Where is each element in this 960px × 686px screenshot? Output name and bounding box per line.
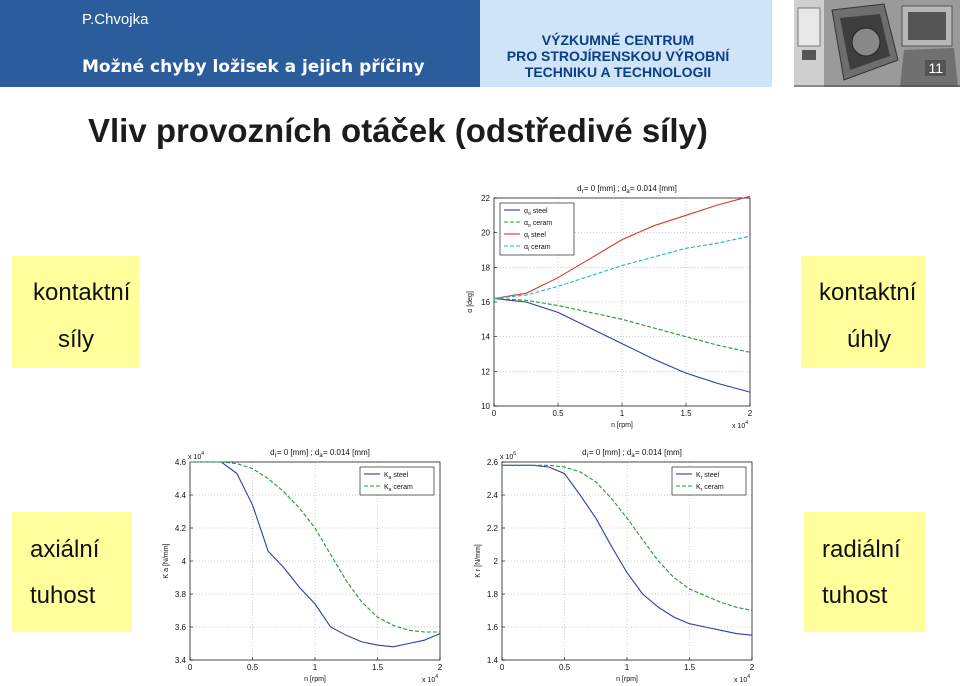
legend-subscript: a [388, 475, 392, 481]
y-tick-label: 1.8 [486, 590, 498, 599]
legend-subscript: r [700, 475, 703, 481]
x-tick-label: 1.5 [371, 663, 384, 672]
label-box-axial-stiffness [12, 512, 132, 632]
y-axis-label: α [deg] [467, 291, 474, 313]
x-tick-label: 0.5 [552, 409, 564, 418]
x-tick-label: 1 [312, 663, 318, 672]
legend-material: ceram [391, 484, 413, 491]
contact-forces-line-1: kontaktní [33, 279, 131, 306]
chart-title [270, 448, 370, 459]
y-exponent-label: x $10^4$ [188, 451, 205, 461]
y-tick-label: 3.4 [174, 656, 186, 665]
y-tick-label: 1.6 [486, 623, 498, 632]
y-tick-label: 4.4 [174, 491, 186, 500]
x-axis-label: n [rpm] [304, 676, 326, 683]
label-box-contact-angles [801, 256, 926, 368]
chart-title-part: = 0.014 [mm] [629, 184, 677, 193]
chart-title-part: r [274, 453, 277, 459]
header-photo [794, 0, 960, 87]
institute-block [480, 0, 772, 87]
y-tick-label: 12 [481, 367, 490, 377]
x-tick-label: 2 [747, 409, 753, 418]
y-tick-label: 16 [481, 298, 490, 307]
contact-forces-line-2: síly [58, 326, 94, 353]
x-exponent-power: 4 [435, 674, 439, 680]
chart-title [582, 448, 682, 459]
y-tick-label: 2 [493, 557, 498, 566]
y-tick-label: 14 [481, 332, 490, 342]
x-tick-label: 0 [499, 663, 505, 672]
contact-angle-chart [460, 176, 764, 432]
chart-title-part: d [577, 184, 582, 193]
legend-material: steel [529, 232, 546, 239]
legend-material: ceram [530, 220, 553, 227]
y-tick-label: 3.6 [174, 623, 186, 632]
y-tick-label: 3.8 [174, 590, 186, 599]
y-axis-label: K r [N/mm] [475, 544, 482, 578]
legend-symbol: K [696, 484, 701, 491]
axial-stiffness-chart [150, 444, 454, 686]
institute-line-3: TECHNIKU A TECHNOLOGII [524, 64, 712, 80]
legend-symbol: α [524, 220, 529, 227]
y-tick-label: 10 [481, 402, 490, 411]
y-axis-label: K a [N/mm] [163, 543, 170, 579]
author-label: P.Chvojka [82, 11, 149, 28]
y-tick-label: 4 [181, 557, 186, 566]
contact-angles-line-1: kontaktní [819, 279, 917, 306]
y-tick-label: 2.6 [486, 458, 498, 467]
legend-symbol: K [384, 484, 389, 491]
legend-symbol: K [384, 472, 389, 479]
x-tick-label: 2 [437, 663, 443, 672]
legend-material: ceram [529, 244, 551, 251]
chart-title-part: = 0 [mm] ; d [588, 448, 632, 457]
legend-symbol: K [696, 472, 701, 479]
institute-line-2: PRO STROJÍRENSKOU VÝROBNÍ [506, 48, 730, 64]
x-tick-label: 1.5 [683, 663, 696, 672]
chart-title-part: = 0 [mm] ; d [583, 184, 627, 193]
x-axis-label: n [rpm] [616, 676, 638, 683]
y-tick-label: 22 [481, 194, 490, 203]
legend-symbol: α [524, 208, 529, 215]
y-tick-label: 4.6 [174, 458, 186, 467]
x-axis-label: n [rpm] [611, 422, 633, 429]
legend-material: steel [702, 472, 720, 479]
legend-subscript: i [528, 235, 530, 241]
y-tick-label: 2.2 [486, 524, 498, 533]
x-exponent-label: x $10^4$ [732, 420, 749, 430]
subject-label: Možné chyby ložisek a jejich příčiny [82, 57, 425, 77]
legend-subscript: r [700, 487, 703, 493]
radial-stiffness-line-1: radiální [822, 536, 901, 563]
y-exponent-power: 6 [513, 451, 517, 457]
chart-title-part: = 0 [mm] ; d [276, 448, 320, 457]
chart-title-part: a [631, 453, 635, 459]
y-tick-label: 4.2 [174, 524, 186, 533]
x-tick-label: 1 [619, 409, 625, 418]
slide-header [0, 0, 960, 90]
chart-title-part: d [582, 448, 587, 457]
legend-material: ceram [702, 484, 724, 491]
y-tick-label: 1.4 [486, 656, 498, 665]
page-number: 11 [925, 60, 946, 76]
contact-angles-line-2: úhly [847, 326, 892, 353]
label-box-radial-stiffness [804, 512, 926, 632]
radial-stiffness-line-2: tuhost [822, 582, 888, 609]
y-exponent-label: x $10^6$ [500, 451, 517, 461]
x-tick-label: 0 [187, 663, 193, 672]
radial-stiffness-chart [462, 444, 766, 686]
chart-title-part: r [581, 189, 584, 195]
label-box-contact-forces [12, 256, 139, 368]
chart-title-part: a [626, 189, 630, 195]
header-left-band [0, 0, 480, 87]
x-tick-label: 1 [624, 663, 630, 672]
legend-material: steel [391, 472, 409, 479]
legend-subscript: o [528, 223, 531, 229]
x-exponent-label: x $10^4$ [734, 674, 751, 684]
x-tick-label: 2 [749, 663, 755, 672]
x-tick-label: 0.5 [558, 663, 571, 672]
legend-subscript: i [528, 247, 530, 253]
x-exponent-power: 4 [747, 674, 751, 680]
x-exponent-label: x $10^4$ [422, 674, 439, 684]
chart-title-part: = 0.014 [mm] [322, 448, 370, 457]
legend-subscript: a [388, 487, 392, 493]
axial-stiffness-line-2: tuhost [30, 582, 96, 609]
y-tick-label: 20 [481, 228, 490, 238]
chart-title-part: a [319, 453, 323, 459]
y-tick-label: 18 [481, 263, 490, 273]
chart-title-part: d [270, 448, 275, 457]
x-tick-label: 0 [491, 409, 497, 418]
legend-subscript: o [528, 211, 531, 217]
legend-material: steel [530, 208, 548, 215]
chart-title-part: = 0.014 [mm] [634, 448, 682, 457]
x-exponent-power: 4 [745, 420, 749, 426]
legend-symbol: α [524, 244, 529, 251]
legend-symbol: α [524, 232, 529, 239]
x-tick-label: 1.5 [680, 409, 692, 418]
x-tick-label: 0.5 [246, 663, 259, 672]
institute-line-1: VÝZKUMNÉ CENTRUM [541, 32, 695, 48]
y-tick-label: 2.4 [486, 491, 498, 500]
chart-title [577, 184, 677, 195]
axial-stiffness-line-1: axiální [30, 536, 100, 563]
chart-title-part: r [586, 453, 589, 459]
y-exponent-power: 4 [201, 451, 205, 457]
slide-title: Vliv provozních otáček (odstředivé síly) [88, 112, 708, 149]
